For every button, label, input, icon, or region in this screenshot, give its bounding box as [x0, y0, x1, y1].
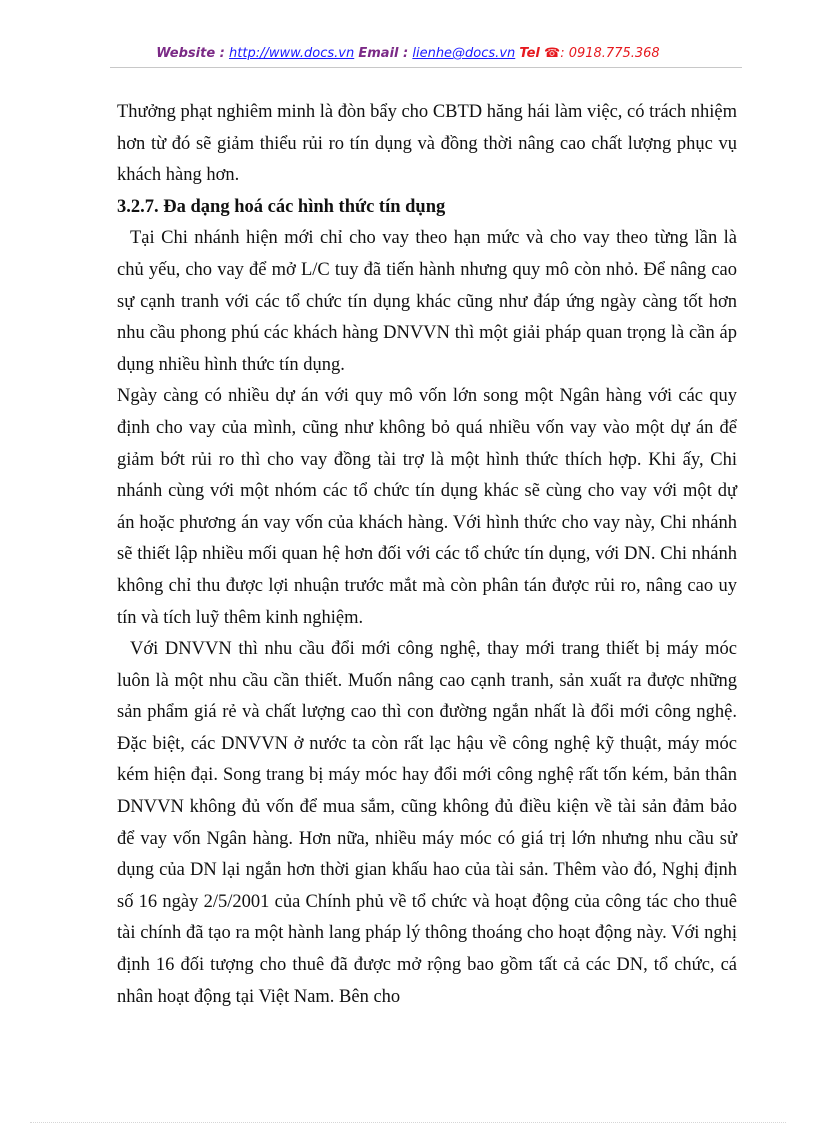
website-label: Website : [156, 46, 225, 61]
website-link[interactable]: http://www.docs.vn [229, 46, 355, 61]
email-link[interactable]: lienhe@docs.vn [412, 46, 516, 61]
email-label: Email : [358, 46, 409, 61]
tel-value: : 0918.775.368 [560, 46, 660, 61]
section-heading: 3.2.7. Đa dạng hoá các hình thức tín dụng [117, 196, 446, 217]
tel-label: Tel [519, 46, 540, 61]
paragraph-1: Thưởng phạt nghiêm minh là đòn bẩy cho CBTD hăng hái làm việc, có trách nhiệm hơn từ đó sẽ giảm thiểu rủi ro tín dụng và đồng thời nâng cao chất lượng phục vụ khách hàng hơn. [117, 102, 737, 186]
paragraph-4: Với DNVVN thì nhu cầu đổi mới công nghệ, thay mới trang thiết bị máy móc luôn là một nhu cầu cần thiết. Muốn nâng cao cạnh tranh, sản xuất ra được những sản phẩm giá rẻ và chất lượng cao thì con đường ngắn nhất là đổi mới công nghệ. Đặc biệt, các DNVVN ở nước ta còn rất lạc hậu về công nghệ kỹ thuật, máy móc kém hiện đại. Song trang bị máy móc hay đổi mới công nghệ rất tốn kém, bản thân DNVVN không đủ vốn để mua sắm, cũng không đủ điều kiện về tài sản đảm bảo để vay vốn Ngân hàng. Hơn nữa, nhiều máy móc có giá trị lớn nhưng nhu cầu sử dụng của DN lại ngắn hơn thời gian khấu hao của tài sản. Thêm vào đó, Nghị định số 16 ngày 2/5/2001 của Chính phủ về tổ chức và hoạt động của công tác cho thuê tài chính đã tạo ra một hành lang pháp lý thông thoáng cho hoạt động này. Với nghị định 16 đối tượng cho thuê đã được mở rộng bao gồm tất cả các DN, tổ chức, cá nhân hoạt động tại Việt Nam. Bên cho [117, 639, 737, 1007]
paragraph-3: Ngày càng có nhiều dự án với quy mô vốn lớn song một Ngân hàng với các quy định cho vay của mình, cũng như không bỏ quá nhiều vốn vay vào một dự án để giảm bớt rủi ro thì cho vay đồng tài trợ là một hình thức thích hợp. Khi ấy, Chi nhánh cùng với một nhóm các tổ chức tín dụng khác sẽ cùng cho vay với một dự án hoặc phương án vay vốn của khách hàng. Với hình thức cho vay này, Chi nhánh sẽ thiết lập nhiều mối quan hệ hơn đối với các tổ chức tín dụng, với DN. Chi nhánh không chỉ thu được lợi nhuận trước mắt mà còn phân tán được rủi ro, nâng cao uy tín và tích luỹ thêm kinh nghiệm. [117, 386, 737, 628]
header-divider [110, 67, 742, 68]
phone-icon: ☎ [544, 46, 561, 61]
document-body [117, 97, 737, 1013]
paragraph-2: Tại Chi nhánh hiện mới chỉ cho vay theo hạn mức và cho vay theo từng lần là chủ yếu, cho vay để mở L/C tuy đã tiến hành nhưng quy mô còn nhỏ. Để nâng cao sự cạnh tranh với các tổ chức tín dụng khác cũng như đáp ứng ngày càng tốt hơn nhu cầu phong phú các khách hàng DNVVN thì một giải pháp quan trọng là cần áp dụng nhiều hình thức tín dụng. [117, 228, 737, 375]
page-header [0, 46, 816, 61]
